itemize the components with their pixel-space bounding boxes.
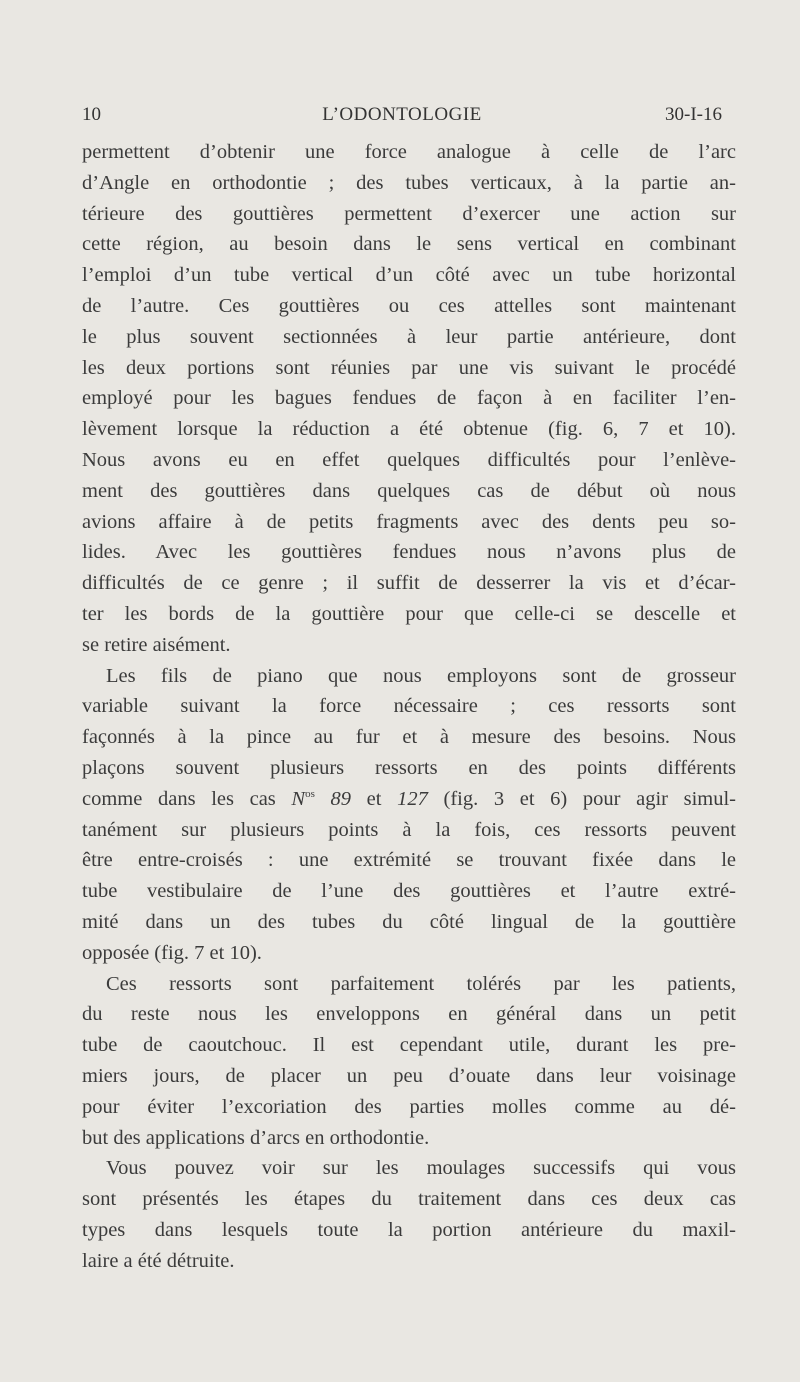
text-line: ment des gouttières dans quelques cas de début où nous (82, 479, 736, 502)
text-line: se retire aisément. (82, 633, 231, 656)
text-line: tanément sur plusieurs points à la fois, ces ressorts peuvent (82, 818, 736, 841)
text-fragment: et (351, 787, 398, 810)
text-line: opposée (fig. 7 et 10). (82, 941, 262, 964)
text-line: d’Angle en orthodontie ; des tubes verticaux, à la partie an- (82, 171, 736, 194)
text-line: sont présentés les étapes du traitement dans ces deux cas (82, 1188, 736, 1211)
text-line: lèvement lorsque la réduction a été obtenue (fig. 6, 7 et 10). (82, 418, 736, 441)
text-line: être entre-croisés : une extrémité se trouvant fixée dans le (82, 849, 736, 872)
text-line: but des applications d’arcs en orthodontie. (82, 1126, 430, 1149)
text-line: l’emploi d’un tube vertical d’un côté avec un tube horizontal (82, 264, 736, 287)
text-line: du reste nous les enveloppons en général dans un petit (82, 1003, 736, 1026)
text-fragment: 89 (314, 787, 352, 810)
text-line: permettent d’obtenir une force analogue à celle de l’arc (82, 141, 736, 163)
text-line: ter les bords de la gouttière pour que celle-ci se descelle et (82, 602, 736, 625)
text-fragment: os (305, 787, 315, 800)
text-line: le plus souvent sectionnées à leur partie antérieure, dont (82, 325, 736, 348)
text-line: Nous avons eu en effet quelques difficultés pour l’enlève- (82, 448, 736, 471)
text-line: térieure des gouttières permettent d’exercer une action sur (82, 202, 736, 225)
text-line: de l’autre. Ces gouttières ou ces attelles sont maintenant (82, 294, 736, 317)
text-line: cette région, au besoin dans le sens vertical en combinant (82, 233, 736, 256)
text-line: les deux portions sont réunies par une vis suivant le procédé (82, 356, 736, 379)
text-fragment: 127 (397, 787, 428, 810)
text-fragment: N (291, 787, 306, 810)
text-line: tube de caoutchouc. Il est cependant utile, durant les pre- (82, 1034, 736, 1057)
page-number: 10 (82, 104, 101, 125)
text-line: avions affaire à de petits fragments avec des dents peu so- (82, 510, 736, 533)
text-fragment: comme dans les cas (82, 787, 292, 810)
text-line: laire a été détruite. (82, 1249, 235, 1272)
text-line: variable suivant la force nécessaire ; ces ressorts sont (82, 695, 736, 718)
running-head (82, 104, 722, 130)
issue-date: 30-I-16 (665, 104, 722, 125)
text-line: Les fils de piano que nous employons sont de grosseur (106, 664, 736, 687)
text-line: plaçons souvent plusieurs ressorts en des points différents (82, 756, 736, 779)
text-line: pour éviter l’excoriation des parties molles comme au dé- (82, 1095, 736, 1118)
text-line: types dans lesquels toute la portion antérieure du maxil- (82, 1218, 736, 1241)
journal-title: L’ODONTOLOGIE (322, 104, 482, 125)
text-line: Vous pouvez voir sur les moulages successifs qui vous (106, 1157, 736, 1180)
text-line: employé pour les bagues fendues de façon à en faciliter l’en- (82, 387, 736, 410)
body-text (82, 137, 736, 1276)
text-line: difficultés de ce genre ; il suffit de desserrer la vis et d’écar- (82, 572, 736, 595)
text-line (82, 784, 736, 815)
text-line: tube vestibulaire de l’une des gouttières et l’autre extré- (82, 880, 736, 903)
text-fragment: (fig. 3 et 6) pour agir simul- (427, 787, 736, 810)
text-line: miers jours, de placer un peu d’ouate dans leur voisinage (82, 1064, 736, 1087)
text-line: mité dans un des tubes du côté lingual de la gouttière (82, 910, 736, 933)
text-line: Ces ressorts sont parfaitement tolérés par les patients, (106, 972, 736, 995)
text-line: façonnés à la pince au fur et à mesure des besoins. Nous (82, 726, 736, 749)
text-line: lides. Avec les gouttières fendues nous n’avons plus de (82, 541, 736, 564)
